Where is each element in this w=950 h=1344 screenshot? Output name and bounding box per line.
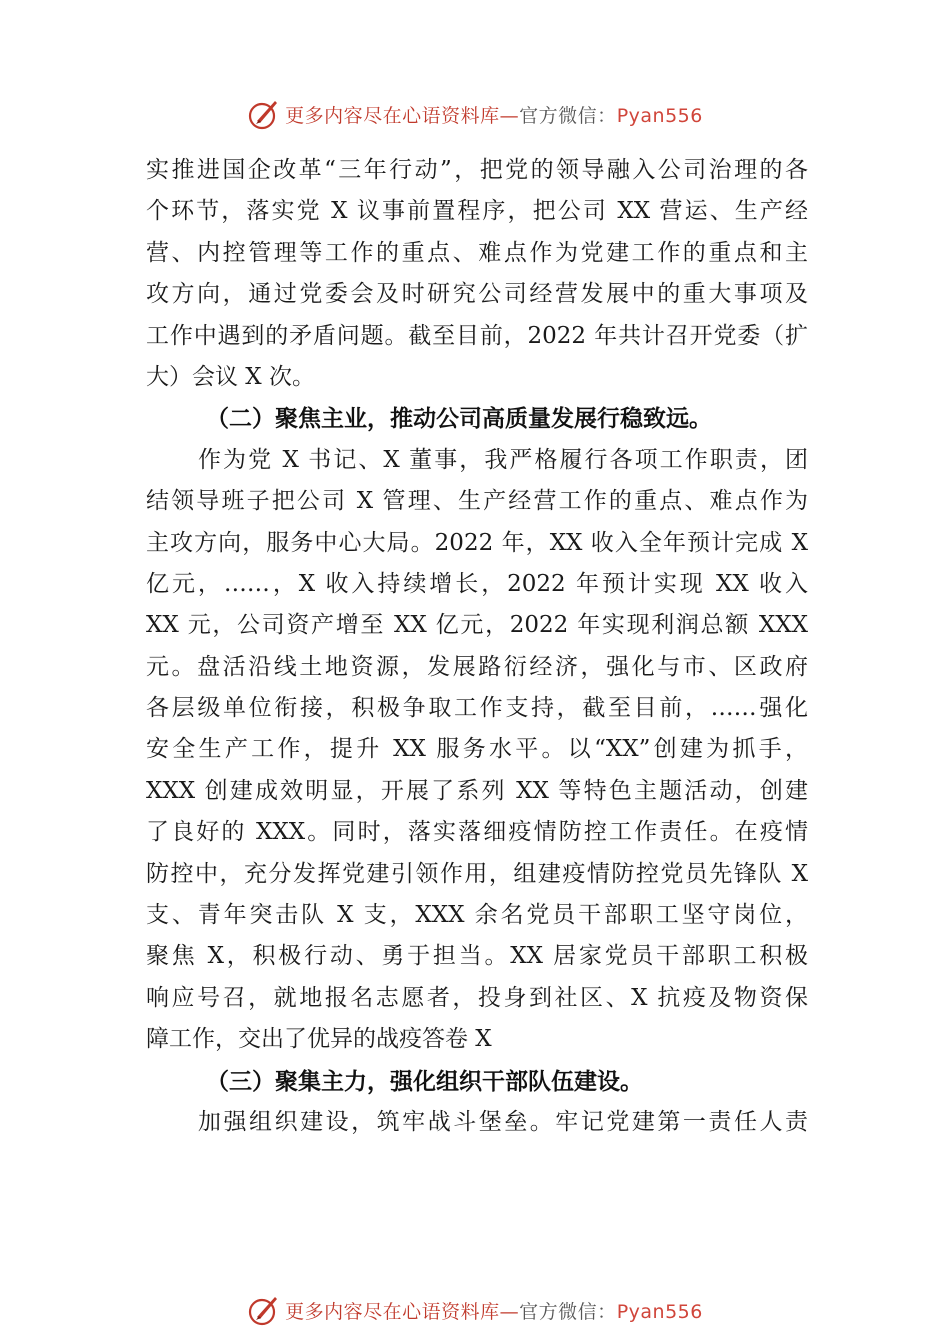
banner-library-name: 更多内容尽在心语资料库 (285, 1300, 500, 1323)
body-text-line: 亿元，……，X 收入持续增长，2022 年预计实现 XX 收入 (146, 570, 808, 597)
body-text-line: 攻方向，通过党委会及时研究公司经营发展中的重大事项及 (146, 281, 808, 308)
body-text-line: 防控中，充分发挥党建引领作用，组建疫情防控党员先锋队 X (146, 860, 808, 887)
body-text-line: 支、青年突击队 X 支，XXX 余名党员干部职工坚守岗位， (146, 902, 808, 929)
quill-pen-logo-icon (247, 97, 281, 131)
body-text-line: 安全生产工作，提升 XX 服务水平。以“XX”创建为抓手， (146, 736, 808, 763)
document-body (146, 150, 808, 1143)
banner-wechat-handle: Pyan556 (616, 104, 703, 127)
body-text-line: XX 元，公司资产增至 XX 亿元，2022 年实现利润总额 XXX (146, 612, 808, 639)
body-text-line: 大）会议 X 次。 (146, 363, 315, 390)
body-text-line: 实推进国企改革“三年行动”，把党的领导融入公司治理的各 (146, 157, 808, 183)
banner-dash: — (499, 1300, 520, 1323)
banner-official-label: 官方微信： (519, 104, 617, 127)
body-text-line: 作为党 X 书记、X 董事，我严格履行各项工作职责，团 (198, 446, 808, 473)
body-text-line: 聚焦 X，积极行动、勇于担当。XX 居家党员干部职工积极 (146, 943, 808, 970)
section-heading: （三）聚集主力，强化组织干部队伍建设。 (206, 1067, 643, 1095)
banner-wechat-handle: Pyan556 (616, 1300, 703, 1323)
body-text-line: XXX 创建成效明显，开展了系列 XX 等特色主题活动，创建 (146, 777, 808, 804)
banner-text (285, 1297, 703, 1324)
banner-text (285, 101, 703, 128)
banner-library-name: 更多内容尽在心语资料库 (285, 104, 500, 127)
body-text-line: 元。盘活沿线土地资源，发展路衍经济，强化与市、区政府 (146, 653, 808, 680)
footer-banner (0, 1290, 950, 1330)
body-text-line: 响应号召，就地报名志愿者，投身到社区、X 抗疫及物资保 (146, 984, 808, 1011)
body-text-line: 了良好的 XXX。同时，落实落细疫情防控工作责任。在疫情 (146, 819, 808, 846)
body-text-line: 结领导班子把公司 X 管理、生产经营工作的重点、难点作为 (146, 488, 808, 515)
body-text-line: 加强组织建设，筑牢战斗堡垒。牢记党建第一责任人责 (198, 1108, 808, 1135)
banner-dash: — (499, 104, 520, 127)
body-text-line: 个环节，落实党 X 议事前置程序，把公司 XX 营运、生产经 (146, 198, 808, 225)
body-text-line: 各层级单位衔接，积极争取工作支持，截至目前，……强化 (146, 695, 808, 722)
banner-official-label: 官方微信： (519, 1300, 617, 1323)
body-text-line: 主攻方向，服务中心大局。2022 年，XX 收入全年预计完成 X (146, 529, 808, 556)
header-banner (0, 94, 950, 134)
quill-pen-logo-icon (247, 1293, 281, 1327)
body-text-line: 障工作，交出了优异的战疫答卷 X (146, 1026, 492, 1053)
section-heading: （二）聚焦主业，推动公司高质量发展行稳致远。 (206, 405, 712, 433)
body-text-line: 营、内控管理等工作的重点、难点作为党建工作的重点和主 (146, 239, 808, 266)
body-text-line: 工作中遇到的矛盾问题。截至目前，2022 年共计召开党委（扩 (146, 322, 808, 349)
